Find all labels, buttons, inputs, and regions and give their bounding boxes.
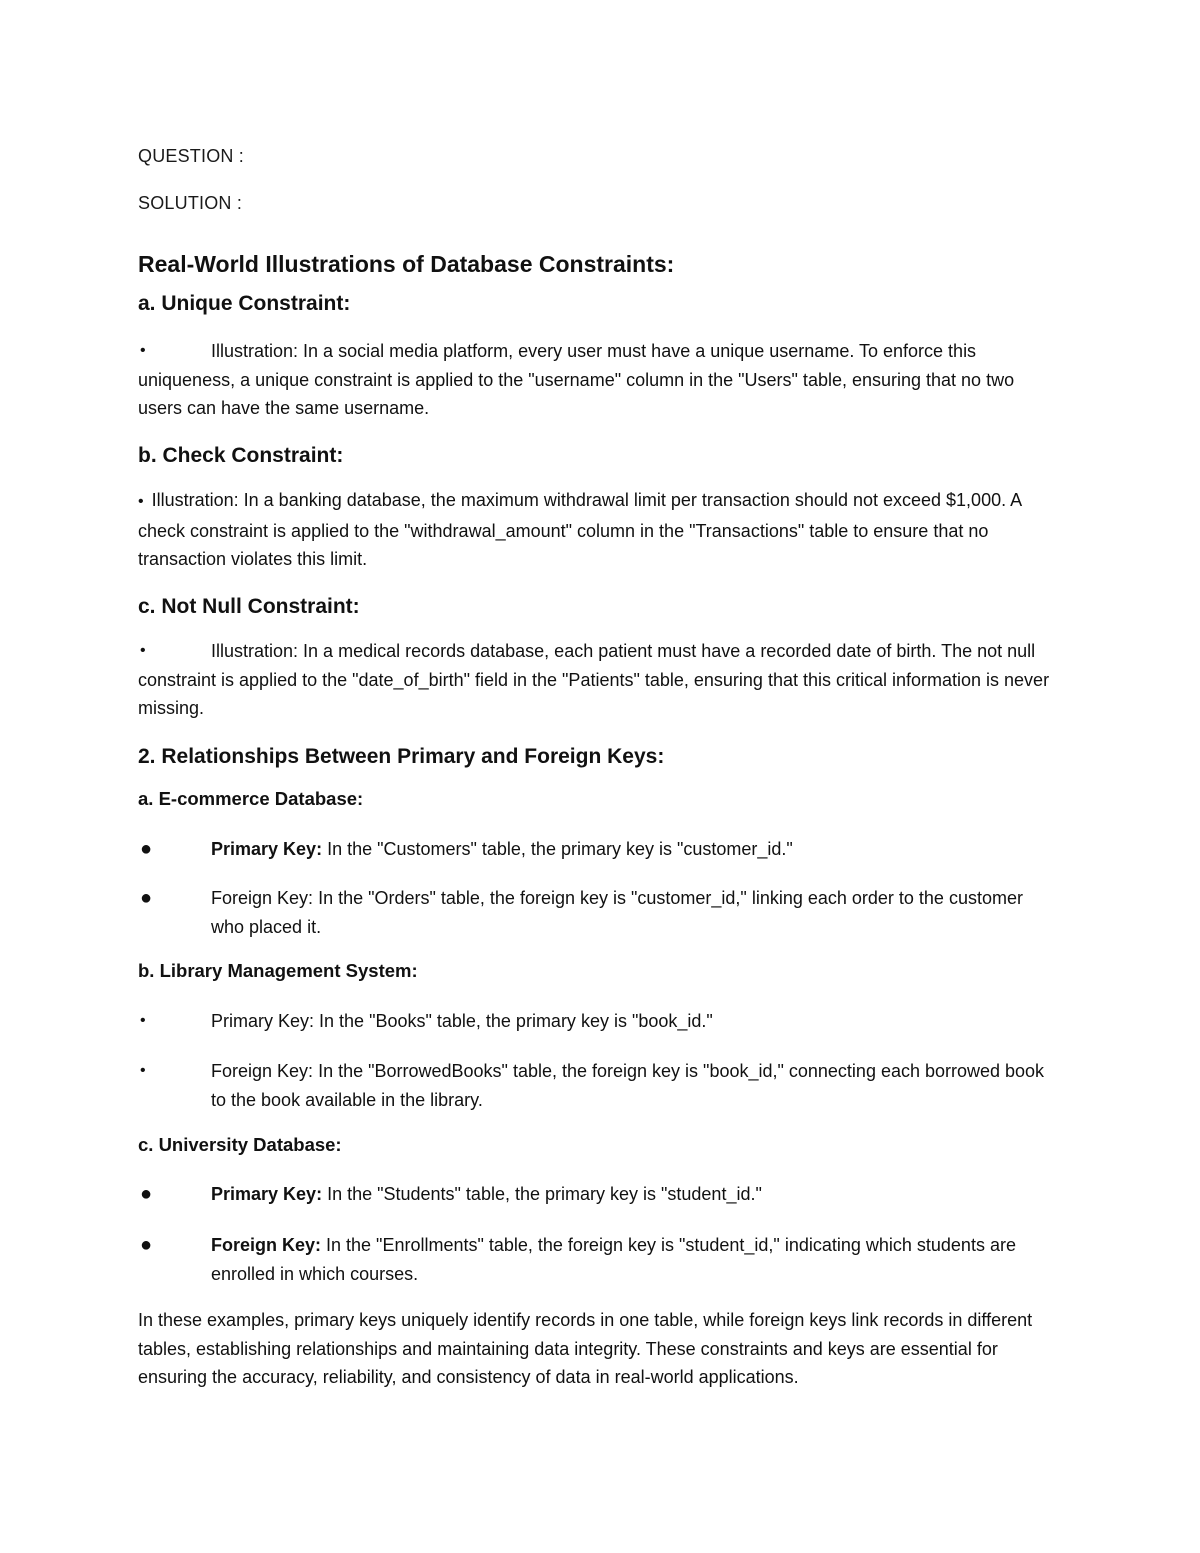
bullet-icon: • [140,1062,146,1079]
check-constraint-heading: b. Check Constraint: [138,444,344,467]
bullet-icon: • [140,642,146,659]
ecommerce-primary-key-text: In the "Customers" table, the primary key is "customer_id." [322,839,793,859]
illustration-label: Illustration: [151,490,239,510]
bullet-icon: • [138,493,144,510]
primary-key-label: Primary Key: [211,1011,315,1031]
illustration-label: Illustration: [211,641,299,661]
ecommerce-primary-key-item [138,835,1058,864]
library-primary-key-item [138,1007,1058,1036]
question-label: QUESTION : [138,146,245,166]
library-primary-key-text: In the "Books" table, the primary key is "book_id." [314,1011,713,1031]
ecommerce-foreign-key-item [138,884,1058,941]
illustration-label: Illustration: [211,341,299,361]
foreign-key-label: Foreign Key: [211,1061,314,1081]
keys-section-heading: 2. Relationships Between Primary and Foreign Keys: [138,745,665,768]
university-foreign-key-text: In the "Enrollments" table, the foreign key is "student_id," indicating which students are enrolled in which courses. [211,1235,1016,1284]
bullet-icon: ● [140,887,153,909]
check-constraint-bullet [138,486,1058,574]
unique-constraint-bullet [138,337,1058,423]
check-constraint-text: In a banking database, the maximum withdrawal limit per transaction should not exceed $1,000. A check constraint is applied to the "withdrawal_amount" column in the "Transactions" table to ensure that no transaction violates this limit. [138,490,1022,569]
library-heading: b. Library Management System: [138,960,418,981]
not-null-constraint-bullet [138,637,1058,723]
unique-constraint-text: In a social media platform, every user must have a unique username. To enforce this uniqueness, a unique constraint is applied to the "username" column in the "Users" table, ensuring that no two users can have the same username. [138,341,1015,418]
primary-key-label: Primary Key: [211,839,323,859]
university-primary-key-text: In the "Students" table, the primary key is "student_id." [322,1184,762,1204]
ecommerce-foreign-key-text: In the "Orders" table, the foreign key is "customer_id," linking each order to the customer who placed it. [211,888,1023,937]
foreign-key-label: Foreign Key: [211,888,314,908]
not-null-constraint-heading: c. Not Null Constraint: [138,595,360,618]
bullet-icon: ● [140,1183,153,1205]
university-primary-key-item [138,1180,1058,1209]
document-title: Real-World Illustrations of Database Constraints: [138,251,675,277]
conclusion-paragraph: In these examples, primary keys uniquely identify records in one table, while foreign keys link records in different tables, establishing relationships and maintaining data integrity. These constraints and keys are essential for ensuring the accuracy, reliability, and consistency of data in real-world applications. [138,1310,1033,1387]
university-foreign-key-item [138,1231,1058,1288]
university-heading: c. University Database: [138,1134,342,1155]
solution-label: SOLUTION : [138,193,243,213]
library-foreign-key-text: In the "BorrowedBooks" table, the foreign key is "book_id," connecting each borrowed book to the book available in the library. [211,1061,1045,1110]
bullet-icon: • [140,342,146,359]
foreign-key-label: Foreign Key: [211,1235,322,1255]
library-foreign-key-item [138,1057,1058,1114]
bullet-icon: ● [140,1234,153,1256]
bullet-icon: ● [140,838,153,860]
primary-key-label: Primary Key: [211,1184,323,1204]
unique-constraint-heading: a. Unique Constraint: [138,292,351,315]
ecommerce-heading: a. E-commerce Database: [138,788,364,809]
not-null-constraint-text: In a medical records database, each patient must have a recorded date of birth. The not null constraint is applied to the "date_of_birth" field in the "Patients" table, ensuring that this critical information is never missing. [138,641,1050,718]
bullet-icon: • [140,1012,146,1029]
